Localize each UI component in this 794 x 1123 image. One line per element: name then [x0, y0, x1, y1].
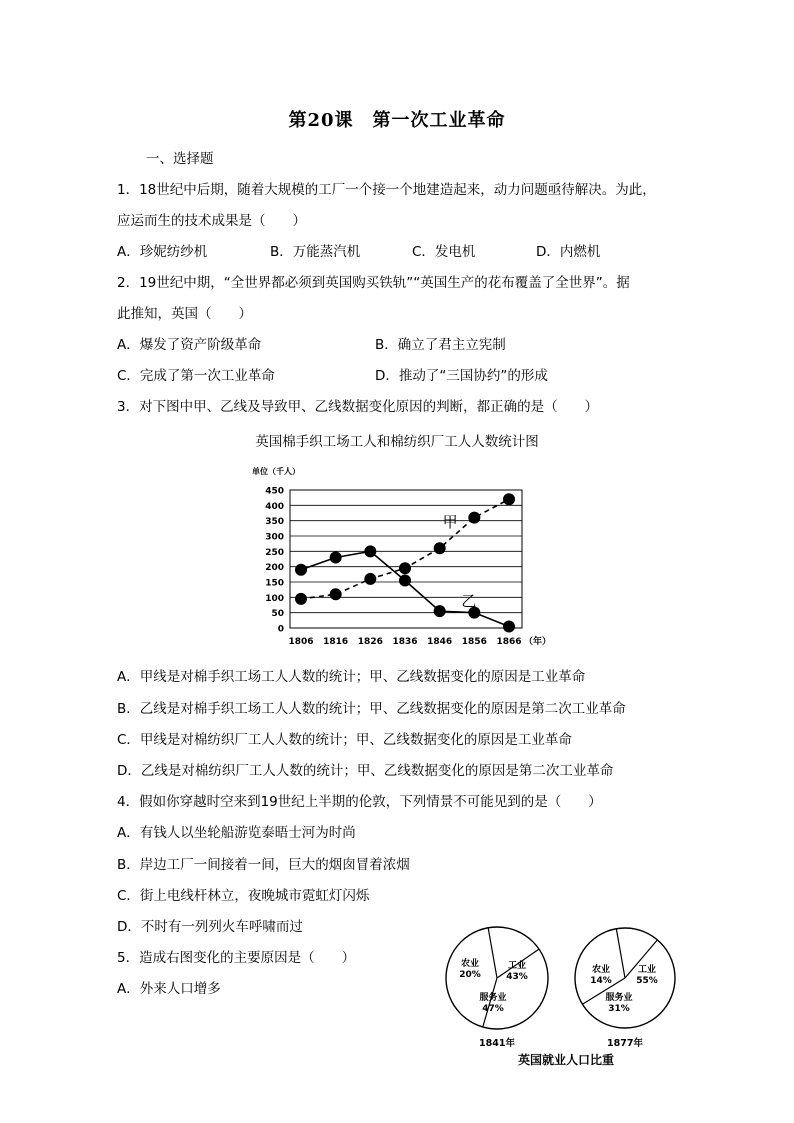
- question-2-text-cont: 此推知，英国（ ）: [117, 306, 252, 322]
- data-point: [503, 493, 515, 505]
- question-1-text-cont: 应运而生的技术成果是（ ）: [117, 213, 306, 229]
- pie-slice-value: 55%: [636, 976, 658, 986]
- question-3-option-a[interactable]: A．甲线是对棉手织工场工人人数的统计；甲、乙线数据变化的原因是工业革命: [117, 669, 586, 685]
- pie-slice-label: 农业: [591, 965, 611, 975]
- question-3-text: 3．对下图中甲、乙线及导致甲、乙线数据变化原因的判断，都正确的是（ ）: [117, 399, 599, 415]
- pie-charts: [440, 926, 690, 1066]
- question-3-option-b[interactable]: B．乙线是对棉手织工场工人人数的统计；甲、乙线数据变化的原因是第二次工业革命: [117, 701, 626, 717]
- pie-slice-value: 20%: [459, 970, 481, 980]
- pie-slice-label: 农业: [460, 959, 480, 969]
- question-5-text: 5．造成右图变化的主要原因是（ ）: [117, 950, 356, 966]
- y-tick-label: 250: [265, 547, 284, 558]
- question-5-option-a[interactable]: A．外来人口增多: [117, 981, 221, 997]
- data-point: [399, 574, 411, 586]
- question-4-option-a[interactable]: A．有钱人以坐轮船游览泰晤士河为时尚: [117, 825, 356, 841]
- x-tick-label: 1816: [323, 637, 349, 647]
- question-1-option-b[interactable]: B．万能蒸汽机: [270, 244, 361, 260]
- question-2-text: 2．19世纪中期，“全世界都必须到英国购买铁轨”“英国生产的花布覆盖了全世界”。据: [117, 275, 630, 291]
- y-tick-label: 200: [265, 563, 284, 574]
- data-point: [399, 562, 411, 574]
- series-label: 甲: [442, 512, 458, 531]
- pie-chart-title: 英国就业人口比重: [517, 1053, 615, 1067]
- data-point: [468, 512, 480, 524]
- question-2-option-a[interactable]: A．爆发了资产阶级革命: [117, 337, 262, 353]
- y-tick-label: 350: [265, 517, 284, 528]
- y-axis-label: 单位（千人）: [252, 467, 300, 476]
- question-1-option-d[interactable]: D．内燃机: [536, 244, 601, 260]
- x-tick-label: 1826: [357, 637, 383, 647]
- data-point: [330, 551, 342, 563]
- question-1-option-a[interactable]: A．珍妮纺纱机: [117, 244, 208, 260]
- data-point: [364, 545, 376, 557]
- y-tick-label: 100: [265, 593, 284, 604]
- line-chart-title: 英国棉手织工场工人和棉纺织厂工人人数统计图: [255, 434, 539, 450]
- question-4-option-d[interactable]: D．不时有一列列火车呼啸而过: [117, 919, 303, 935]
- pie-year-label: 1841年: [479, 1038, 515, 1049]
- x-tick-label: 1836: [392, 637, 418, 647]
- x-tick-label: 1846: [427, 637, 453, 647]
- data-point: [295, 593, 307, 605]
- y-tick-label: 0: [277, 624, 284, 635]
- pie-year-label: 1877年: [607, 1038, 643, 1049]
- section-heading: 一、选择题: [146, 151, 214, 167]
- data-point: [295, 564, 307, 576]
- pie-slice-value: 47%: [482, 1004, 504, 1014]
- question-4-option-c[interactable]: C．街上电线杆林立，夜晚城市霓虹灯闪烁: [117, 888, 370, 904]
- question-2-option-d[interactable]: D．推动了“三国协约”的形成: [375, 368, 548, 384]
- y-tick-label: 50: [271, 609, 284, 620]
- y-tick-label: 450: [265, 486, 284, 497]
- question-3-option-c[interactable]: C．甲线是对棉纺织厂工人人数的统计；甲、乙线数据变化的原因是工业革命: [117, 732, 572, 748]
- data-point: [434, 605, 446, 617]
- data-point: [503, 620, 515, 632]
- pie-slice-label: 服务业: [479, 993, 507, 1003]
- x-tick-label: 1856: [461, 637, 487, 647]
- pie-slice-value: 14%: [590, 976, 612, 986]
- x-tick-label: 1806: [288, 637, 314, 647]
- pie-slice-value: 43%: [506, 972, 528, 982]
- page-title: 第20课 第一次工业革命: [288, 110, 506, 131]
- pie-slice-label: 工业: [507, 961, 527, 971]
- x-axis-label: （年）: [524, 637, 552, 647]
- data-point: [434, 542, 446, 554]
- line-chart: [240, 458, 552, 658]
- question-1-option-c[interactable]: C．发电机: [412, 244, 476, 260]
- pie-slice-label: 工业: [637, 965, 657, 975]
- data-point: [364, 573, 376, 585]
- pie-slice-label: 服务业: [605, 993, 633, 1003]
- y-tick-label: 300: [265, 532, 284, 543]
- question-2-option-b[interactable]: B．确立了君主立宪制: [375, 337, 506, 353]
- question-2-option-c[interactable]: C．完成了第一次工业革命: [117, 368, 275, 384]
- y-tick-label: 150: [265, 578, 284, 589]
- question-4-text: 4．假如你穿越时空来到19世纪上半期的伦敦，下列情景不可能见到的是（ ）: [117, 794, 602, 810]
- data-point: [330, 588, 342, 600]
- series-label: 乙: [461, 591, 477, 610]
- pie-slice-value: 31%: [608, 1004, 630, 1014]
- x-tick-label: 1866: [496, 637, 522, 647]
- question-1-text: 1．18世纪中后期，随着大规模的工厂一个接一个地建造起来，动力问题亟待解决。为此，: [117, 182, 656, 198]
- y-tick-label: 400: [265, 501, 284, 512]
- question-3-option-d[interactable]: D．乙线是对棉纺织厂工人人数的统计；甲、乙线数据变化的原因是第二次工业革命: [117, 763, 614, 779]
- question-4-option-b[interactable]: B．岸边工厂一间接着一间，巨大的烟囱冒着浓烟: [117, 857, 410, 873]
